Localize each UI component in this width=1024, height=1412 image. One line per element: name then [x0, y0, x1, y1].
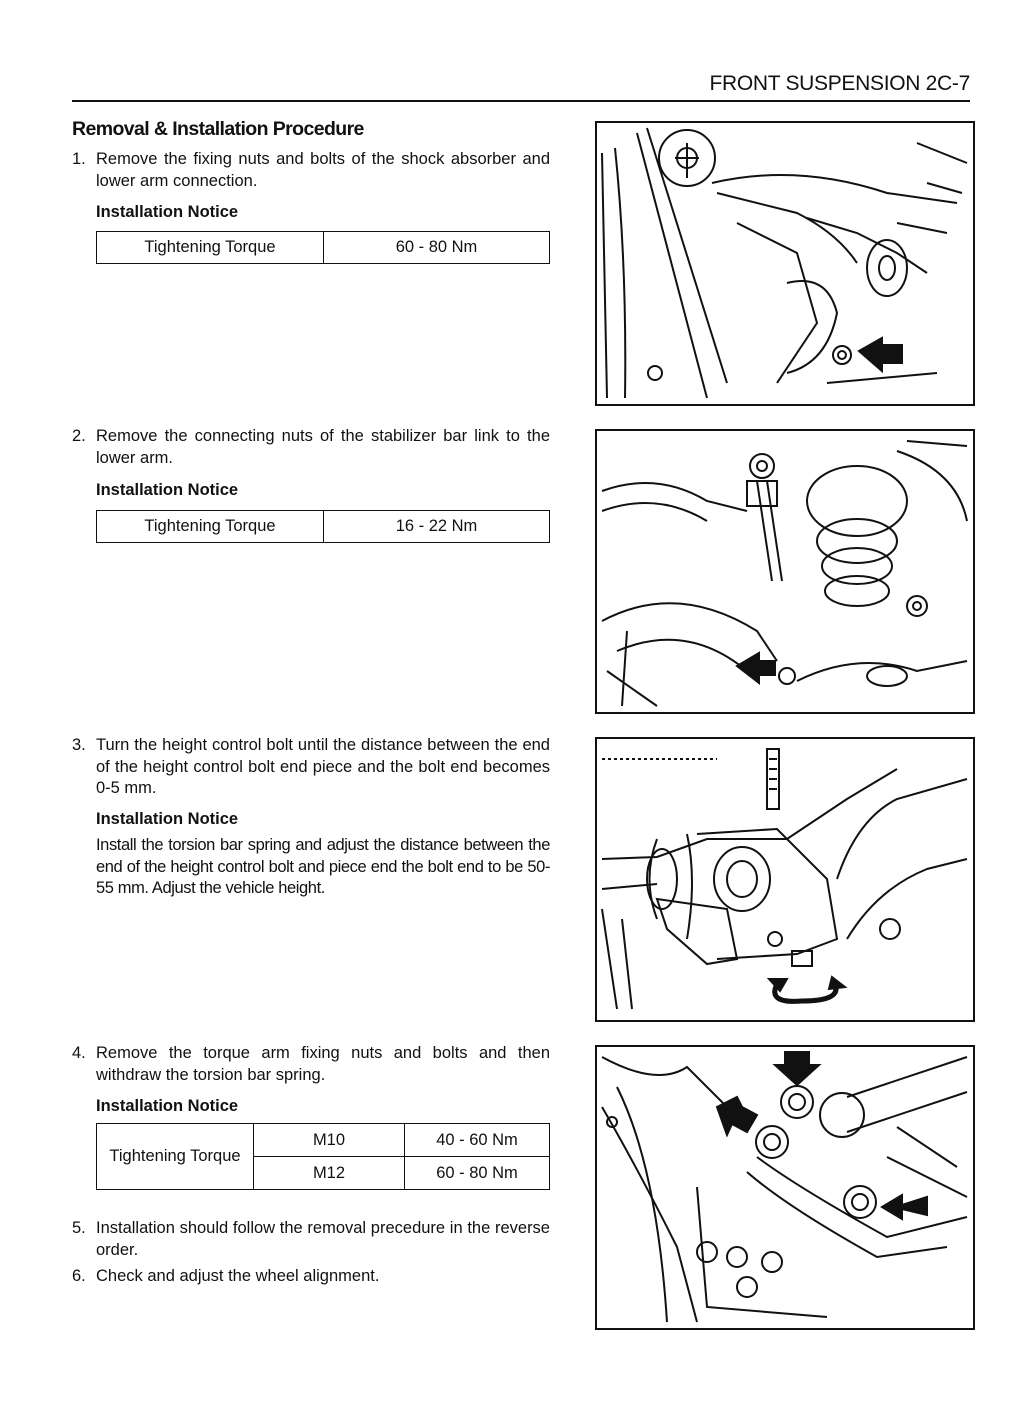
step-text: Remove the connecting nuts of the stabilizer bar link to the lower arm. [96, 427, 550, 467]
torque-value: 16 - 22 Nm [324, 511, 550, 543]
installation-notice-text: Install the torsion bar spring and adjust the distance between the end of the height control bolt and piece end the bolt end to be 50-55 mm. Adjust the vehicle height. [96, 836, 550, 897]
step-number: 1. [72, 150, 86, 168]
bolt-size: M10 [254, 1124, 405, 1157]
figure-height-control-bolt [595, 737, 975, 1022]
bolt-size: M12 [254, 1157, 405, 1190]
step-number: 6. [72, 1267, 86, 1285]
section-title: Removal & Installation Procedure [72, 118, 364, 140]
torque-table-2 [96, 510, 550, 543]
step-6 [72, 1266, 550, 1288]
step-3 [72, 735, 550, 800]
torque-table-4 [96, 1123, 550, 1190]
step-4 [72, 1043, 550, 1086]
torque-label: Tightening Torque [97, 232, 324, 264]
installation-notice-label: Installation Notice [96, 1097, 239, 1115]
step-number: 3. [72, 736, 86, 754]
step-2 [72, 426, 550, 469]
step-text: Installation should follow the removal precedure in the reverse order. [96, 1219, 550, 1259]
step-number: 2. [72, 427, 86, 445]
page-header: FRONT SUSPENSION 2C-7 [72, 72, 970, 102]
torque-value: 60 - 80 Nm [324, 232, 550, 264]
installation-notice-label: Installation Notice [96, 810, 239, 828]
step-text: Check and adjust the wheel alignment. [96, 1267, 380, 1285]
step-text: Remove the torque arm fixing nuts and bolts and then withdraw the torsion bar spring. [96, 1044, 550, 1084]
step-number: 4. [72, 1044, 86, 1062]
step-1 [72, 149, 550, 192]
installation-notice-label: Installation Notice [96, 481, 239, 499]
step-text: Turn the height control bolt until the distance between the end of the height control bolt end piece and the bolt end becomes 0-5 mm. [96, 736, 550, 797]
figure-shock-absorber [595, 121, 975, 406]
step-5 [72, 1218, 550, 1261]
step-number: 5. [72, 1219, 86, 1237]
torque-label: Tightening Torque [97, 1124, 254, 1190]
torque-value: 60 - 80 Nm [405, 1157, 550, 1190]
figure-stabilizer-link [595, 429, 975, 714]
torque-label: Tightening Torque [97, 511, 324, 543]
torque-value: 40 - 60 Nm [405, 1124, 550, 1157]
figure-torque-arm [595, 1045, 975, 1330]
step-text: Remove the fixing nuts and bolts of the shock absorber and lower arm connection. [96, 150, 550, 190]
torque-table-1 [96, 231, 550, 264]
installation-notice-label: Installation Notice [96, 203, 239, 221]
